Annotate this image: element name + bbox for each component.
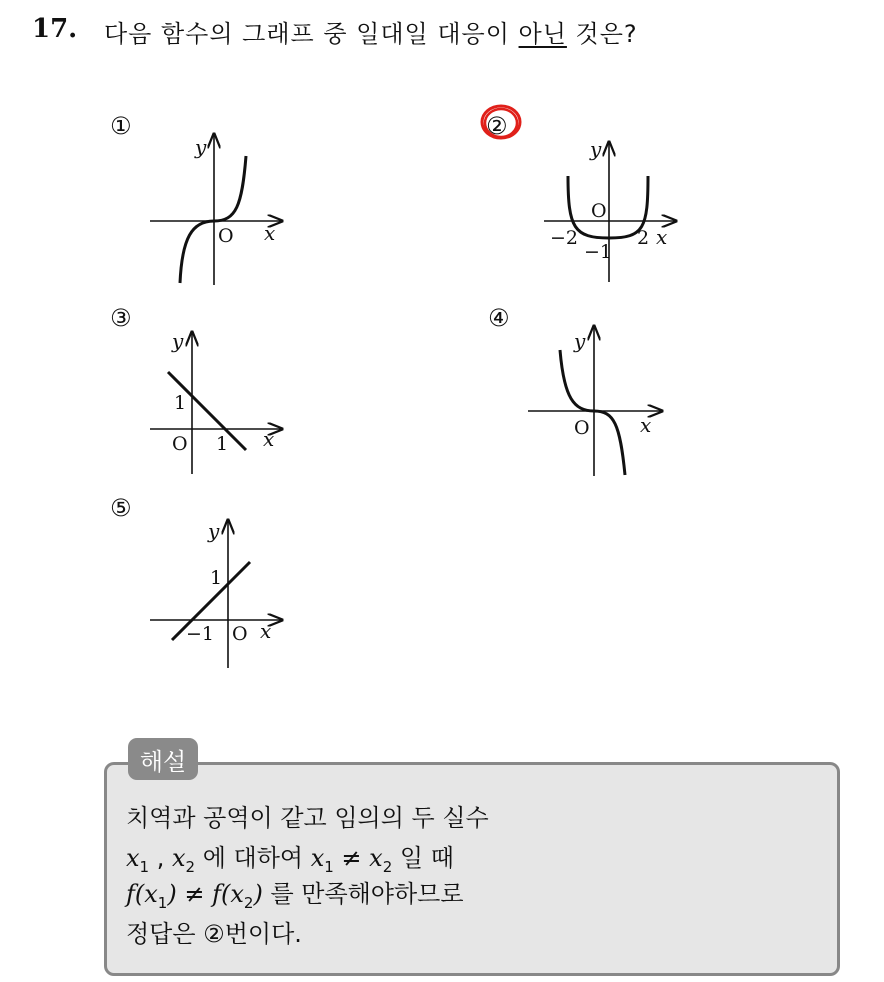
solution-tag: 해설 — [128, 738, 198, 780]
tick-label-pos2: 2 — [637, 227, 650, 249]
f-close: ) — [253, 880, 263, 908]
graph-curve — [180, 156, 246, 283]
x-axis-label: x — [260, 619, 272, 643]
y-axis-label: y — [590, 137, 602, 161]
question-text — [104, 14, 638, 49]
line2-mid: 에 대하여 — [195, 844, 311, 872]
origin-label: O — [218, 225, 234, 247]
sub-2: 2 — [382, 857, 393, 876]
sub-2: 2 — [243, 893, 254, 912]
var-x: x — [310, 844, 325, 872]
tick-label-neg1: −1 — [584, 241, 613, 263]
sub-2: 2 — [185, 857, 196, 876]
graph-curve — [560, 350, 625, 475]
x-axis-label: x — [640, 413, 652, 437]
y-axis-label: y — [208, 519, 220, 543]
sub-1: 1 — [139, 857, 150, 876]
x-intercept-label: −1 — [186, 623, 215, 645]
question-text-underlined: 아닌 — [518, 20, 567, 48]
var-x: x — [126, 844, 140, 872]
solution-line-3 — [126, 874, 464, 912]
solution-line-2 — [126, 838, 454, 876]
y-intercept-label: 1 — [210, 567, 223, 589]
var-x: x — [144, 880, 158, 908]
comma: , — [149, 844, 172, 872]
tick-label-neg2: −2 — [550, 227, 579, 249]
origin-label: O — [232, 623, 248, 645]
solution-line-1: 치역과 공역이 같고 임의의 두 실수 — [126, 804, 489, 832]
f-open: f( — [212, 880, 231, 908]
y-intercept-label: 1 — [174, 392, 187, 414]
f-open: f( — [126, 880, 145, 908]
graph-curve — [568, 176, 648, 238]
option-5-graph — [140, 514, 290, 674]
x-axis-label: x — [264, 221, 276, 245]
answer-circle-marker — [479, 102, 523, 142]
sub-1: 1 — [157, 893, 168, 912]
option-3-graph — [140, 326, 290, 476]
option-5-label[interactable]: ⑤ — [110, 494, 132, 522]
sub-1: 1 — [324, 857, 334, 876]
origin-label: O — [172, 433, 188, 455]
origin-label: O — [574, 417, 590, 439]
option-2-graph — [536, 136, 686, 286]
option-3-label[interactable]: ③ — [110, 304, 132, 332]
line2-end: 일 때 — [392, 844, 454, 872]
var-x: x — [230, 880, 244, 908]
option-1-graph — [140, 128, 290, 288]
x-intercept-label: 1 — [216, 433, 229, 455]
option-1-label[interactable]: ① — [110, 112, 132, 140]
line3-end: 를 만족해야하므로 — [262, 880, 464, 908]
f-close: ) — [167, 880, 177, 908]
y-axis-label: y — [574, 329, 586, 353]
var-x: x — [171, 844, 186, 872]
y-axis-label: y — [172, 329, 184, 353]
question-text-before: 다음 함수의 그래프 중 일대일 대응이 — [104, 20, 519, 48]
y-axis-label: y — [195, 135, 207, 159]
x-axis-label: x — [263, 427, 275, 451]
question-number: 17. — [32, 14, 78, 44]
option-4-label[interactable]: ④ — [488, 304, 510, 332]
var-x: x — [369, 844, 383, 872]
option-2-label[interactable]: ② — [486, 112, 508, 140]
neq: ≠ — [333, 844, 370, 872]
origin-label: O — [591, 200, 607, 222]
option-4-graph — [522, 320, 672, 480]
x-axis-label: x — [656, 225, 668, 249]
solution-line-4: 정답은 ②번이다. — [126, 920, 302, 948]
neq: ≠ — [176, 880, 213, 908]
question-text-after: 것은? — [566, 20, 638, 48]
